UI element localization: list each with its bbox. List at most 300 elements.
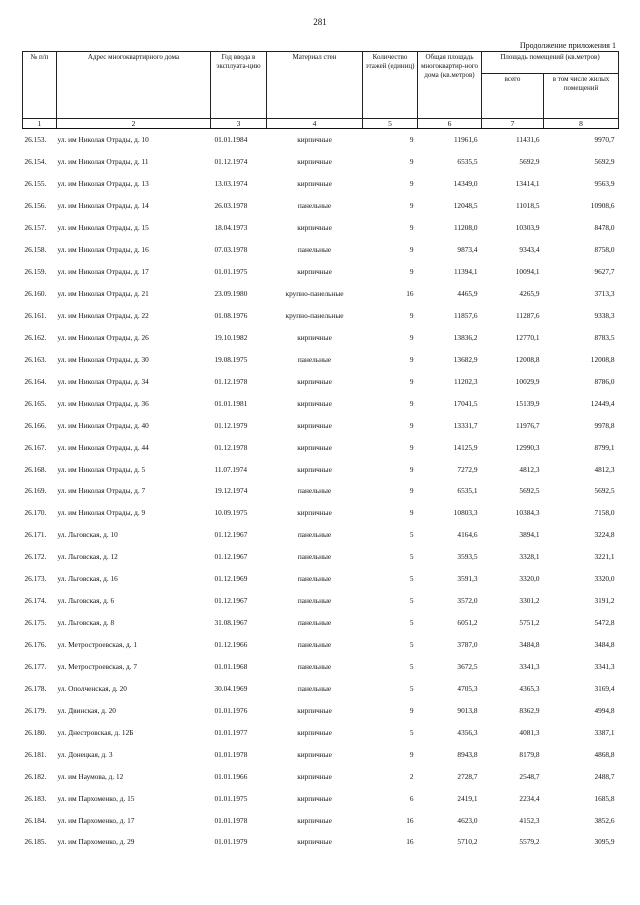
table-row: [23, 305, 619, 327]
material-cell: кирпичные: [297, 837, 332, 847]
total-area-cell: 17041,5: [453, 398, 478, 408]
year-cell: 01.01.1978: [214, 815, 248, 825]
premises-all-cell: 5751,2: [519, 618, 540, 628]
year-cell: 01.12.1967: [214, 552, 248, 562]
table-row: [23, 326, 619, 348]
total-area-cell: 3572,0: [457, 596, 478, 606]
address-cell: ул. им Наумова, д. 12: [57, 771, 124, 781]
table-row: [23, 261, 619, 283]
table-row: [23, 173, 619, 195]
row-number: 26.171.: [24, 530, 47, 540]
material-cell: кирпичные: [297, 749, 332, 759]
premises-all-cell: 10094,1: [515, 267, 540, 277]
year-cell: 01.01.1975: [214, 793, 248, 803]
premises-all-cell: 11287,6: [516, 310, 540, 320]
material-cell: крупно-панельные: [285, 289, 344, 299]
year-cell: 30.04.1969: [214, 683, 248, 693]
residential-area-cell: 8478,0: [594, 223, 615, 233]
material-cell: панельные: [297, 245, 332, 255]
column-number: 8: [544, 119, 619, 129]
residential-area-cell: 3320,0: [594, 574, 615, 584]
residential-area-cell: 3341,3: [594, 661, 615, 671]
material-cell: панельные: [297, 574, 332, 584]
total-area-cell: 7272,9: [457, 464, 478, 474]
material-cell: кирпичные: [297, 508, 332, 518]
residential-area-cell: 12008,8: [590, 354, 615, 364]
total-area-cell: 11202,3: [454, 376, 478, 386]
address-cell: ул. им Николая Отрады, д. 9: [57, 508, 146, 518]
material-cell: кирпичные: [297, 771, 332, 781]
premises-all-cell: 10029,9: [515, 376, 540, 386]
year-cell: 19.10.1982: [214, 332, 248, 342]
total-area-cell: 14125,9: [453, 442, 478, 452]
residential-area-cell: 9563,9: [594, 179, 615, 189]
residential-area-cell: 8786,0: [594, 376, 615, 386]
table-row: [23, 524, 619, 546]
address-cell: ул. им Николая Отрады, д. 7: [57, 486, 146, 496]
residential-area-cell: 3387,1: [594, 727, 615, 737]
table-row: [23, 831, 619, 853]
year-cell: 01.08.1976: [214, 310, 248, 320]
year-cell: 01.12.1979: [214, 420, 248, 430]
table-row: [23, 590, 619, 612]
premises-all-cell: 4812,3: [519, 464, 540, 474]
row-number: 26.185.: [24, 837, 47, 847]
floors-cell: 9: [409, 179, 414, 189]
material-cell: кирпичные: [297, 179, 332, 189]
address-cell: ул. им Николая Отрады, д. 36: [57, 398, 149, 408]
material-cell: панельные: [297, 552, 332, 562]
row-number: 26.177.: [24, 661, 47, 671]
table-row: [23, 546, 619, 568]
row-number: 26.155.: [24, 179, 47, 189]
premises-all-cell: 3328,1: [519, 552, 540, 562]
material-cell: панельные: [297, 201, 332, 211]
material-cell: кирпичные: [297, 135, 332, 145]
material-cell: кирпичные: [297, 398, 332, 408]
total-area-cell: 4623,0: [457, 815, 478, 825]
row-number: 26.160.: [24, 289, 47, 299]
table-row: [23, 612, 619, 634]
address-cell: ул. им Николая Отрады, д. 34: [57, 376, 149, 386]
header-total-area: Общая площадь многоквартир-ного дома (кв.метров): [418, 52, 482, 119]
row-number: 26.166.: [24, 420, 47, 430]
residential-area-cell: 7158,0: [594, 508, 615, 518]
header-premises-all: всего: [482, 74, 544, 119]
premises-all-cell: 12990,3: [515, 442, 540, 452]
address-cell: ул. им Николая Отрады, д. 11: [57, 157, 149, 167]
year-cell: 01.01.1975: [214, 267, 248, 277]
floors-cell: 5: [409, 596, 414, 606]
residential-area-cell: 3224,8: [594, 530, 615, 540]
floors-cell: 9: [409, 442, 414, 452]
total-area-cell: 11394,1: [454, 267, 478, 277]
total-area-cell: 2419,1: [457, 793, 478, 803]
table-row: [23, 414, 619, 436]
table-row: [23, 129, 619, 151]
year-cell: 19.12.1974: [214, 486, 248, 496]
premises-all-cell: 8179,8: [519, 749, 540, 759]
floors-cell: 9: [409, 705, 414, 715]
premises-all-cell: 11431,6: [516, 135, 540, 145]
residential-area-cell: 3191,2: [594, 596, 615, 606]
residential-area-cell: 9627,7: [594, 267, 615, 277]
total-area-cell: 13836,2: [453, 332, 478, 342]
address-cell: ул. им Николая Отрады, д. 13: [57, 179, 149, 189]
row-number: 26.175.: [24, 618, 47, 628]
material-cell: кирпичные: [297, 267, 332, 277]
year-cell: 01.01.1978: [214, 749, 248, 759]
total-area-cell: 12048,5: [453, 201, 478, 211]
header-premises-area: Площадь помещений (кв.метров): [482, 52, 619, 74]
floors-cell: 5: [409, 618, 414, 628]
material-cell: панельные: [297, 661, 332, 671]
year-cell: 26.03.1978: [214, 201, 248, 211]
total-area-cell: 11961,6: [454, 135, 478, 145]
table-row: [23, 217, 619, 239]
premises-all-cell: 5579,2: [519, 837, 540, 847]
residential-area-cell: 5472,8: [594, 618, 615, 628]
floors-cell: 5: [409, 640, 414, 650]
row-number: 26.153.: [24, 135, 47, 145]
premises-all-cell: 12008,8: [515, 354, 540, 364]
total-area-cell: 11208,0: [454, 223, 478, 233]
floors-cell: 9: [409, 310, 414, 320]
address-cell: ул. Метростроевская, д. 1: [57, 640, 137, 650]
floors-cell: 9: [409, 420, 414, 430]
year-cell: 01.12.1978: [214, 442, 248, 452]
material-cell: кирпичные: [297, 442, 332, 452]
header-material: Материал стен: [267, 52, 363, 119]
row-number: 26.164.: [24, 376, 47, 386]
year-cell: 01.12.1967: [214, 596, 248, 606]
residential-area-cell: 4812,3: [594, 464, 615, 474]
floors-cell: 5: [409, 727, 414, 737]
row-number: 26.162.: [24, 332, 47, 342]
premises-all-cell: 13414,1: [515, 179, 540, 189]
table-row: [23, 392, 619, 414]
residential-area-cell: 4868,8: [594, 749, 615, 759]
table-row: [23, 348, 619, 370]
total-area-cell: 6535,1: [457, 486, 478, 496]
total-area-cell: 10803,3: [453, 508, 478, 518]
address-cell: ул. Льговская, д. 10: [57, 530, 118, 540]
floors-cell: 16: [406, 815, 414, 825]
premises-all-cell: 9343,4: [519, 245, 540, 255]
column-number: 1: [23, 119, 57, 129]
total-area-cell: 4164,6: [457, 530, 478, 540]
year-cell: 01.12.1967: [214, 530, 248, 540]
premises-all-cell: 3341,3: [519, 661, 540, 671]
row-number: 26.182.: [24, 771, 47, 781]
row-number: 26.168.: [24, 464, 47, 474]
row-number: 26.181.: [24, 749, 47, 759]
floors-cell: 9: [409, 332, 414, 342]
material-cell: кирпичные: [297, 705, 332, 715]
table-row: [23, 743, 619, 765]
row-number: 26.183.: [24, 793, 47, 803]
floors-cell: 16: [406, 289, 414, 299]
table-row: [23, 480, 619, 502]
floors-cell: 5: [409, 661, 414, 671]
address-cell: ул. Метростроевская, д. 7: [57, 661, 137, 671]
total-area-cell: 9013,8: [457, 705, 478, 715]
year-cell: 01.01.1977: [214, 727, 248, 737]
row-number: 26.178.: [24, 683, 47, 693]
material-cell: кирпичные: [297, 332, 332, 342]
table-row: [23, 809, 619, 831]
year-cell: 01.12.1974: [214, 157, 248, 167]
premises-all-cell: 5692,5: [519, 486, 540, 496]
total-area-cell: 13331,7: [453, 420, 478, 430]
continuation-note: Продолжение приложения 1: [519, 41, 616, 50]
floors-cell: 9: [409, 376, 414, 386]
floors-cell: 9: [409, 508, 414, 518]
row-number: 26.184.: [24, 815, 47, 825]
floors-cell: 9: [409, 135, 414, 145]
row-number: 26.174.: [24, 596, 47, 606]
address-cell: ул. Двинская, д. 20: [57, 705, 116, 715]
table-row: [23, 699, 619, 721]
floors-cell: 9: [409, 201, 414, 211]
floors-cell: 9: [409, 749, 414, 759]
table-row: [23, 721, 619, 743]
premises-all-cell: 10384,3: [515, 508, 540, 518]
address-cell: ул. им Николая Отрады, д. 14: [57, 201, 149, 211]
row-number: 26.163.: [24, 354, 47, 364]
residential-area-cell: 4994,8: [594, 705, 615, 715]
residential-area-cell: 1685,8: [594, 793, 615, 803]
premises-all-cell: 2234,4: [519, 793, 540, 803]
total-area-cell: 6535,5: [457, 157, 478, 167]
material-cell: кирпичные: [297, 420, 332, 430]
floors-cell: 9: [409, 267, 414, 277]
header-year: Год ввода в эксплуата-цию: [211, 52, 267, 119]
row-number: 26.156.: [24, 201, 47, 211]
year-cell: 07.03.1978: [214, 245, 248, 255]
table-row: [23, 502, 619, 524]
header-floors: Количество этажей (единиц): [363, 52, 418, 119]
residential-area-cell: 8758,0: [594, 245, 615, 255]
table-row: [23, 151, 619, 173]
material-cell: панельные: [297, 683, 332, 693]
row-number: 26.165.: [24, 398, 47, 408]
material-cell: панельные: [297, 618, 332, 628]
premises-all-cell: 5692,9: [519, 157, 540, 167]
row-number: 26.158.: [24, 245, 47, 255]
material-cell: панельные: [297, 530, 332, 540]
row-number: 26.173.: [24, 574, 47, 584]
address-cell: ул. им Пархоменко, д. 15: [57, 793, 135, 803]
address-cell: ул. им Николая Отрады, д. 17: [57, 267, 149, 277]
total-area-cell: 14349,0: [453, 179, 478, 189]
row-number: 26.167.: [24, 442, 47, 452]
address-cell: ул. им Николая Отрады, д. 10: [57, 135, 149, 145]
material-cell: кирпичные: [297, 815, 332, 825]
residential-area-cell: 8783,5: [594, 332, 615, 342]
table-row: [23, 787, 619, 809]
premises-all-cell: 4081,3: [519, 727, 540, 737]
floors-cell: 5: [409, 552, 414, 562]
address-cell: ул. им Николая Отрады, д. 26: [57, 332, 149, 342]
total-area-cell: 6051,2: [457, 618, 478, 628]
year-cell: 01.01.1979: [214, 837, 248, 847]
material-cell: панельные: [297, 354, 332, 364]
address-cell: ул. им Николая Отрады, д. 22: [57, 310, 149, 320]
floors-cell: 16: [406, 837, 414, 847]
total-area-cell: 4705,3: [457, 683, 478, 693]
column-number: 7: [482, 119, 544, 129]
material-cell: панельные: [297, 486, 332, 496]
material-cell: кирпичные: [297, 464, 332, 474]
total-area-cell: 3591,3: [457, 574, 478, 584]
premises-all-cell: 15139,9: [515, 398, 540, 408]
year-cell: 01.12.1978: [214, 376, 248, 386]
material-cell: панельные: [297, 596, 332, 606]
year-cell: 01.01.1981: [214, 398, 248, 408]
residential-area-cell: 3852,6: [594, 815, 615, 825]
row-number: 26.179.: [24, 705, 47, 715]
residential-area-cell: 3713,3: [594, 289, 615, 299]
column-number: 4: [267, 119, 363, 129]
row-number: 26.159.: [24, 267, 47, 277]
premises-all-cell: 3484,8: [519, 640, 540, 650]
column-number: 6: [418, 119, 482, 129]
address-cell: ул. Льговская, д. 6: [57, 596, 115, 606]
year-cell: 31.08.1967: [214, 618, 248, 628]
table-row: [23, 283, 619, 305]
floors-cell: 5: [409, 683, 414, 693]
floors-cell: 9: [409, 223, 414, 233]
year-cell: 13.03.1974: [214, 179, 248, 189]
column-number: 3: [211, 119, 267, 129]
premises-all-cell: 11018,5: [516, 201, 540, 211]
table-row: [23, 195, 619, 217]
residential-area-cell: 12449,4: [590, 398, 615, 408]
table-row: [23, 568, 619, 590]
row-number: 26.154.: [24, 157, 47, 167]
premises-all-cell: 3301,2: [519, 596, 540, 606]
residential-area-cell: 9970,7: [594, 135, 615, 145]
premises-all-cell: 12770,1: [515, 332, 540, 342]
floors-cell: 9: [409, 398, 414, 408]
address-cell: ул. Льговская, д. 8: [57, 618, 115, 628]
total-area-cell: 2728,7: [457, 771, 478, 781]
residential-area-cell: 5692,9: [594, 157, 615, 167]
table-row: [23, 634, 619, 656]
material-cell: крупно-панельные: [285, 310, 344, 320]
total-area-cell: 4465,9: [457, 289, 478, 299]
premises-all-cell: 3894,1: [519, 530, 540, 540]
premises-all-cell: 10303,9: [515, 223, 540, 233]
residential-area-cell: 9338,3: [594, 310, 615, 320]
row-number: 26.170.: [24, 508, 47, 518]
year-cell: 10.09.1975: [214, 508, 248, 518]
year-cell: 19.08.1975: [214, 354, 248, 364]
header-num: № п/п: [23, 52, 57, 119]
year-cell: 18.04.1973: [214, 223, 248, 233]
row-number: 26.180.: [24, 727, 47, 737]
header-address: Адрес многоквартирного дома: [57, 52, 211, 119]
premises-all-cell: 3320,0: [519, 574, 540, 584]
total-area-cell: 3787,0: [457, 640, 478, 650]
address-cell: ул. им Николая Отрады, д. 15: [57, 223, 149, 233]
total-area-cell: 3593,5: [457, 552, 478, 562]
residential-area-cell: 3484,8: [594, 640, 615, 650]
table-row: [23, 656, 619, 678]
residential-area-cell: 3169,4: [594, 683, 615, 693]
year-cell: 01.12.1966: [214, 640, 248, 650]
residential-area-cell: 3221,1: [594, 552, 615, 562]
table-body: [23, 129, 619, 853]
material-cell: панельные: [297, 640, 332, 650]
row-number: 26.176.: [24, 640, 47, 650]
floors-cell: 5: [409, 574, 414, 584]
address-cell: ул. им Пархоменко, д. 29: [57, 837, 135, 847]
column-number: 2: [57, 119, 211, 129]
year-cell: 01.12.1969: [214, 574, 248, 584]
address-cell: ул. им Николая Отрады, д. 44: [57, 442, 149, 452]
address-cell: ул. им Николая Отрады, д. 21: [57, 289, 149, 299]
total-area-cell: 5710,2: [457, 837, 478, 847]
premises-all-cell: 2548,7: [519, 771, 540, 781]
row-number: 26.172.: [24, 552, 47, 562]
residential-area-cell: 8799,1: [594, 442, 615, 452]
table-row: [23, 370, 619, 392]
year-cell: 11.07.1974: [214, 464, 248, 474]
table-row: [23, 239, 619, 261]
material-cell: кирпичные: [297, 223, 332, 233]
premises-all-cell: 11976,7: [516, 420, 540, 430]
total-area-cell: 4356,3: [457, 727, 478, 737]
residential-area-cell: 3095,9: [594, 837, 615, 847]
total-area-cell: 9873,4: [457, 245, 478, 255]
table-row: [23, 436, 619, 458]
material-cell: кирпичные: [297, 376, 332, 386]
address-cell: ул. им Николая Отрады, д. 16: [57, 245, 149, 255]
table-row: [23, 765, 619, 787]
address-cell: ул. им Пархоменко, д. 17: [57, 815, 135, 825]
premises-all-cell: 8362,9: [519, 705, 540, 715]
floors-cell: 2: [409, 771, 414, 781]
header-premises-residential: в том числе жилых помещений: [544, 74, 619, 119]
total-area-cell: 11857,6: [454, 310, 478, 320]
floors-cell: 9: [409, 486, 414, 496]
header-row-1: [23, 52, 619, 74]
year-cell: 01.01.1984: [214, 135, 248, 145]
premises-all-cell: 4365,3: [519, 683, 540, 693]
table-row: [23, 677, 619, 699]
row-number: 26.157.: [24, 223, 47, 233]
material-cell: кирпичные: [297, 727, 332, 737]
residential-area-cell: 5692,5: [594, 486, 615, 496]
year-cell: 23.09.1980: [214, 289, 248, 299]
floors-cell: 9: [409, 245, 414, 255]
premises-all-cell: 4152,3: [519, 815, 540, 825]
column-numbers-row: [23, 119, 619, 129]
housing-table: [22, 51, 619, 853]
address-cell: ул. им Николая Отрады, д. 40: [57, 420, 149, 430]
address-cell: ул. им Николая Отрады, д. 5: [57, 464, 146, 474]
column-number: 5: [363, 119, 418, 129]
address-cell: ул. Днестровская, д. 12Б: [57, 727, 134, 737]
address-cell: ул. им Николая Отрады, д. 30: [57, 354, 149, 364]
floors-cell: 5: [409, 530, 414, 540]
address-cell: ул. Ополченская, д. 20: [57, 683, 127, 693]
row-number: 26.161.: [24, 310, 47, 320]
residential-area-cell: 9978,8: [594, 420, 615, 430]
address-cell: ул. Льговская, д. 12: [57, 552, 118, 562]
